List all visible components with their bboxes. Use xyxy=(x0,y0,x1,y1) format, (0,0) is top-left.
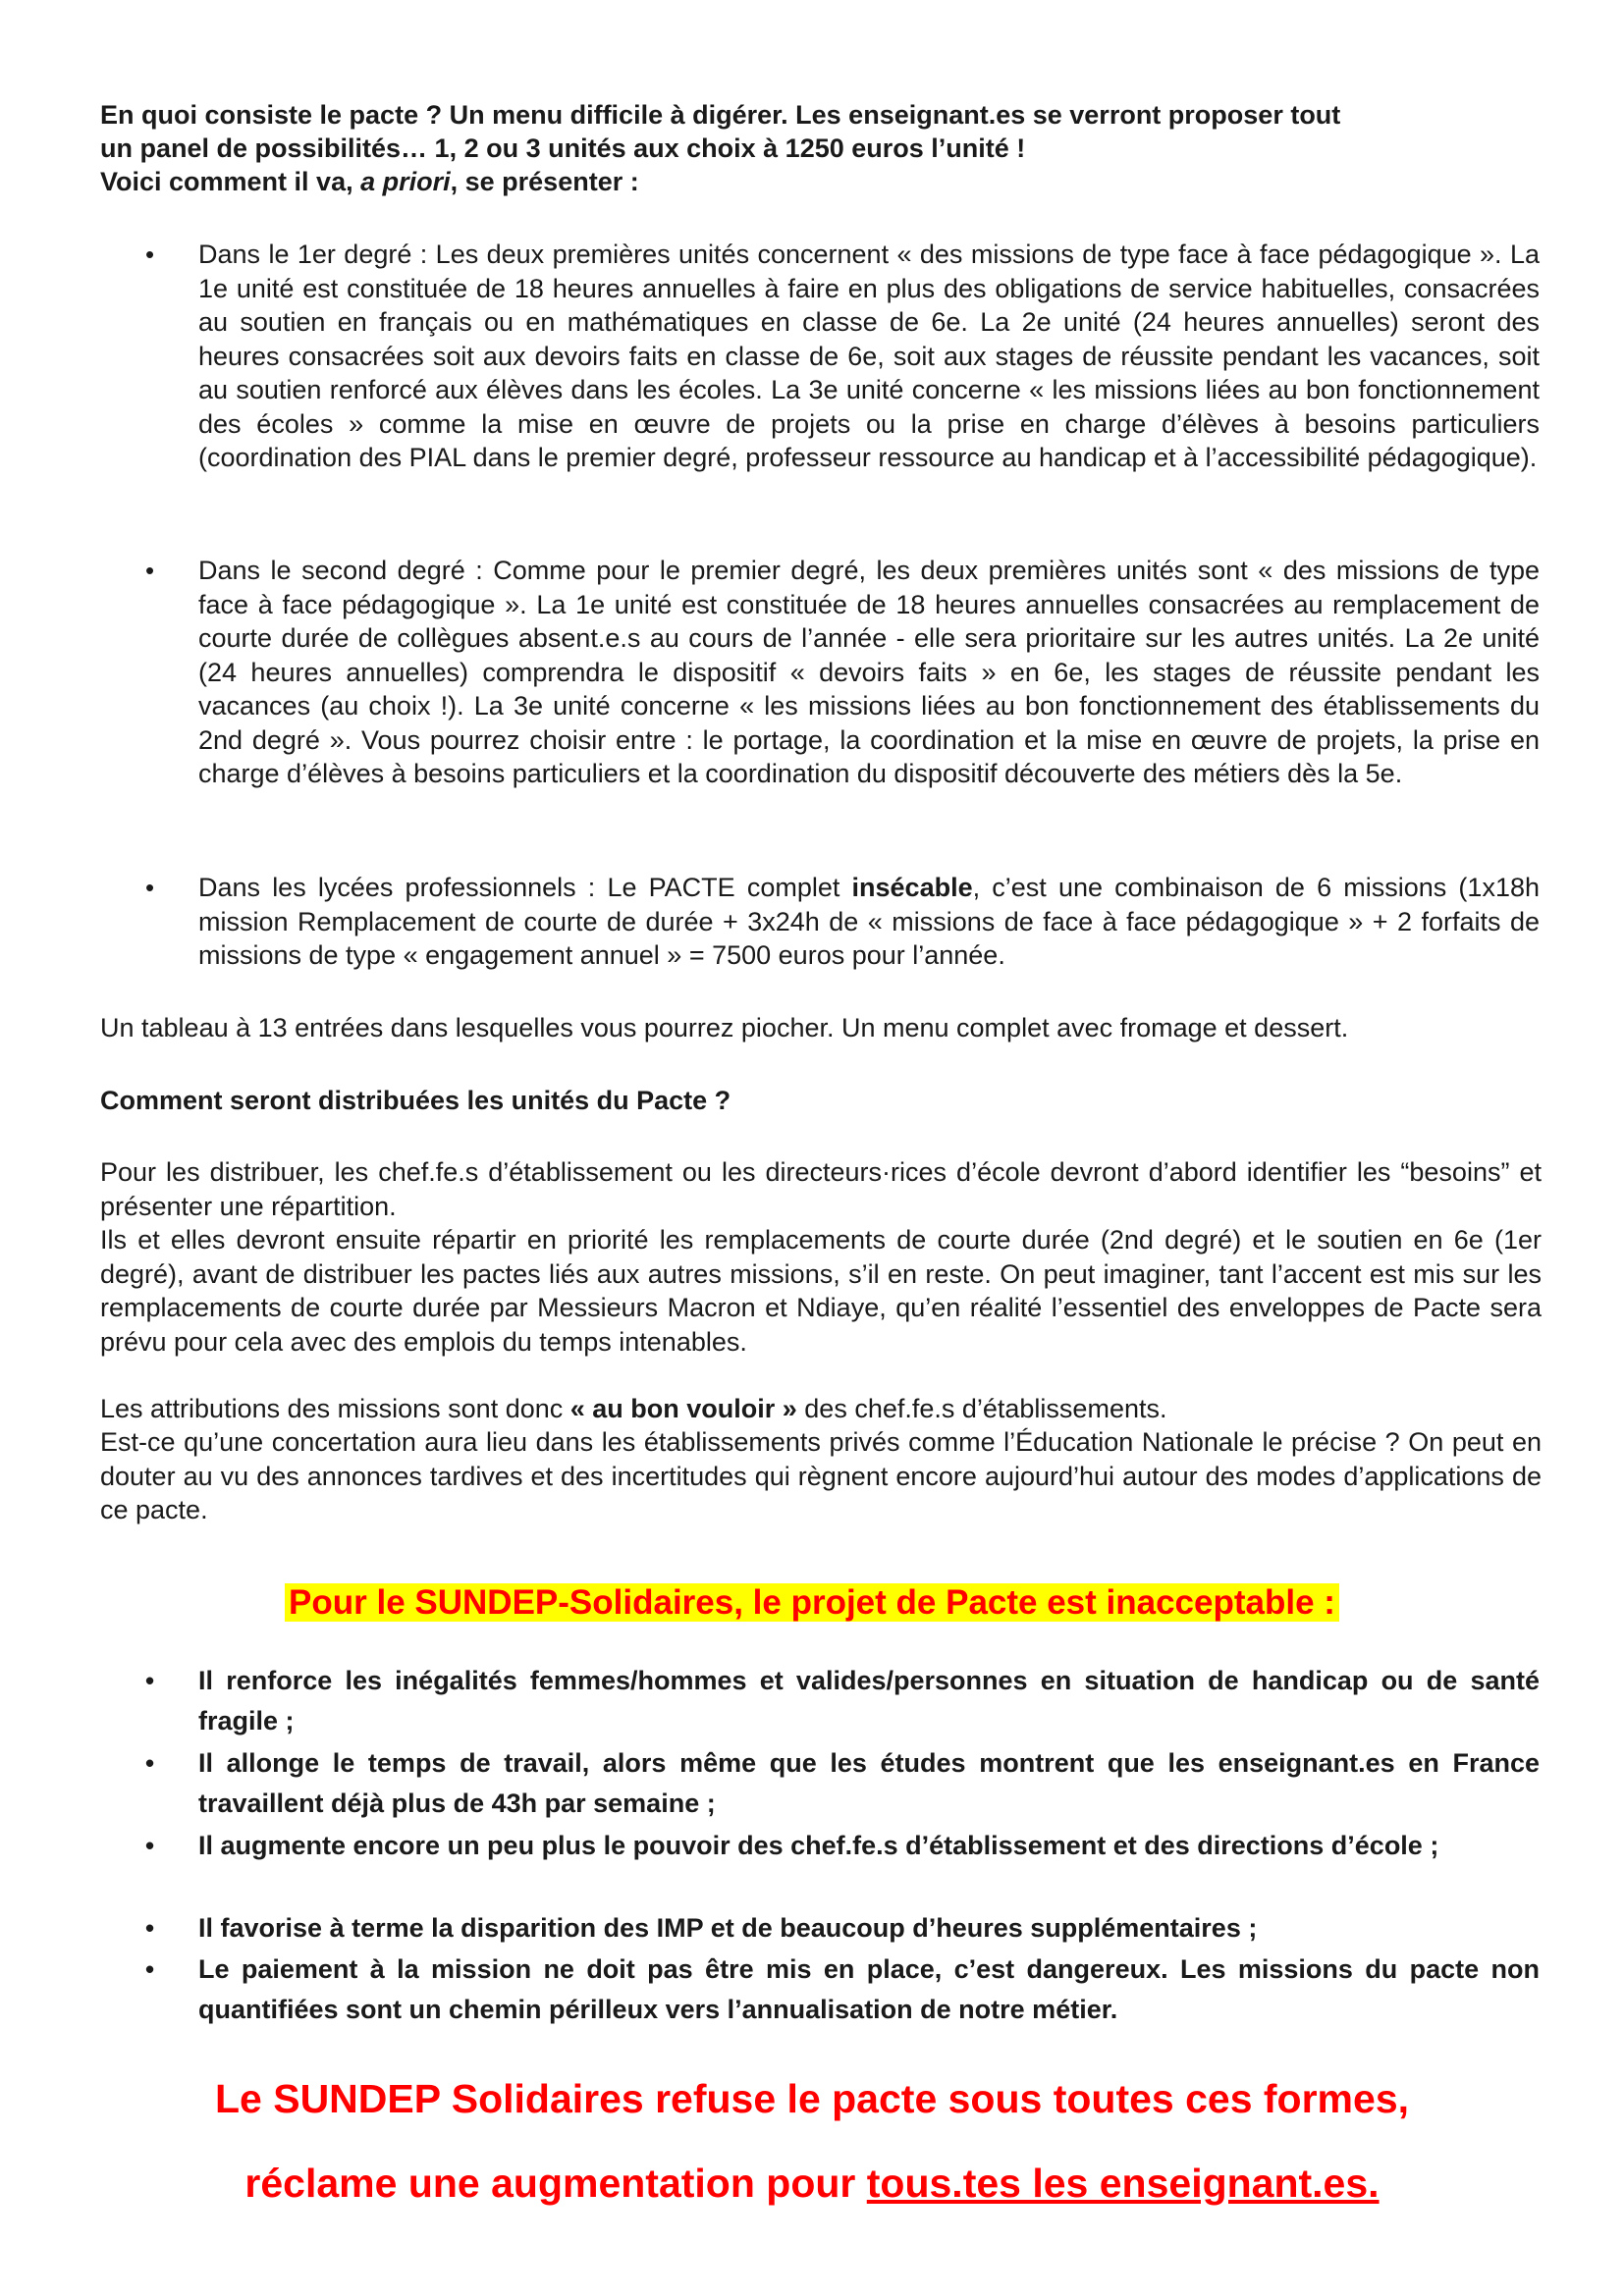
intro-line-3a: Voici comment il va, xyxy=(100,167,361,196)
intro-line-3 xyxy=(100,165,1542,199)
tableau-paragraph: Un tableau à 13 entrées dans lesquelles vous pourrez piocher. Un menu complet avec fromage et dessert. xyxy=(100,1013,1349,1042)
highlight-statement-wrap xyxy=(0,1579,1624,1627)
final-line-2b: tous.tes les enseignant.es. xyxy=(866,2161,1380,2206)
intro-line-1: En quoi consiste le pacte ? Un menu difficile à digérer. Les enseignant.es se verront proposer tout xyxy=(100,100,1341,130)
reason-3: Il augmente encore un peu plus le pouvoir des chef.fe.s d’établissement et des directions d’école ; xyxy=(198,1831,1439,1860)
reason-4: Il favorise à terme la disparition des IMP et de beaucoup d’heures supplémentaires ; xyxy=(198,1913,1258,1943)
intro-line-3c: , se présenter : xyxy=(450,167,639,196)
section-heading: Comment seront distribuées les unités du Pacte ? xyxy=(100,1086,731,1115)
reason-1-dot: • xyxy=(145,1666,155,1695)
para-ils: Ils et elles devront ensuite répartir en priorité les remplacements de courte durée (2nd degré) et le soutien en 6e (1er degré), avant de distribuer les pactes liés aux autres missions, s’il en reste. On peut imaginer, tant l’accent est mis sur les remplacements de courte durée par Messieurs Macron et Ndiaye, qu’en réalité l’essentiel des enveloppes de Pacte sera prévu pour cela avec des emplois du temps intenables. xyxy=(100,1225,1542,1357)
bullet-3-text-b: insécable xyxy=(851,873,973,902)
para-attrib-c: des chef.fe.s d’établissements. xyxy=(796,1394,1167,1423)
final-line-2 xyxy=(0,2156,1624,2211)
reason-3-dot: • xyxy=(145,1831,155,1860)
bullet-1-dot: • xyxy=(145,240,155,269)
reason-2: Il allonge le temps de travail, alors même que les études montrent que les enseignant.es en France travaillent déjà plus de 43h par semaine ; xyxy=(198,1748,1540,1818)
final-line-2a: réclame une augmentation pour xyxy=(244,2161,867,2206)
bullet-3-text xyxy=(198,871,1540,973)
bullet-1-text: Dans le 1er degré : Les deux premières unités concernent « des missions de type face à face pédagogique ». La 1e unité est constituée de 18 heures annuelles à faire en plus des obligations de service habituelles, consacrées au soutien en français ou en mathématiques en classe de 6e. La 2e unité (24 heures annuelles) seront des heures consacrées soit aux devoirs faits en classe de 6e, soit aux stages de réussite pendant les vacances, soit au soutien renforcé aux élèves dans les écoles. La 3e unité concerne « les missions liées au bon fonctionnement des écoles » comme la mise en œuvre de projets ou la prise en charge d’élèves à besoins particuliers (coordination des PIAL dans le premier degré, professeur ressource au handicap et à l’accessibilité pédagogique). xyxy=(198,240,1540,472)
bullet-3-text-a: Dans les lycées professionnels : Le PACTE complet xyxy=(198,873,852,902)
para-concertation: Est-ce qu’une concertation aura lieu dans les établissements privés comme l’Éducation Nationale le précise ? On peut en douter au vu des annonces tardives et des incertitudes qui règnent encore aujourd’hui autour des modes d’applications de ce pacte. xyxy=(100,1427,1542,1524)
intro-line-2: un panel de possibilités… 1, 2 ou 3 unités aux choix à 1250 euros l’unité ! xyxy=(100,133,1026,163)
para-attributions xyxy=(100,1392,1542,1426)
bullet-3-dot: • xyxy=(145,873,155,902)
reason-5-dot: • xyxy=(145,1954,155,1984)
reason-4-dot: • xyxy=(145,1913,155,1943)
para-attrib-a: Les attributions des missions sont donc xyxy=(100,1394,570,1423)
reason-5: Le paiement à la mission ne doit pas être mis en place, c’est dangereux. Les missions du pacte non quantifiées sont un chemin périlleux vers l’annualisation de notre métier. xyxy=(198,1954,1540,2024)
final-line-1: Le SUNDEP Solidaires refuse le pacte sous toutes ces formes, xyxy=(214,2076,1410,2121)
para-distribuer: Pour les distribuer, les chef.fe.s d’établissement ou les directeurs·rices d’école devront d’abord identifier les “besoins” et présenter une répartition. xyxy=(100,1157,1542,1221)
highlight-statement: Pour le SUNDEP-Solidaires, le projet de Pacte est inacceptable : xyxy=(285,1583,1339,1622)
reason-1: Il renforce les inégalités femmes/hommes et valides/personnes en situation de handicap ou de santé fragile ; xyxy=(198,1666,1540,1735)
bullet-2-dot: • xyxy=(145,556,155,585)
intro-line-3b: a priori xyxy=(360,167,451,196)
para-attrib-b: « au bon vouloir » xyxy=(569,1394,797,1423)
reason-2-dot: • xyxy=(145,1748,155,1778)
bullet-3-text-c: , c’est une combinaison de 6 missions (1x18h mission Remplacement de courte de durée + 3x24h de « missions de face à face pédagogique » + 2 forfaits de missions de type « engagement annuel » = 7500 euros pour l’année. xyxy=(198,873,1540,970)
bullet-2-text: Dans le second degré : Comme pour le premier degré, les deux premières unités sont « des missions de type face à face pédagogique ». La 1e unité est constituée de 18 heures annuelles consacrées au remplacement de courte durée de collègues absent.e.s au cours de l’année - elle sera prioritaire sur les autres unités. La 2e unité (24 heures annuelles) comprendra le dispositif « devoirs faits » en 6e, les stages de réussite pendant les vacances (au choix !). La 3e unité concerne « les missions liées au bon fonctionnement des établissements du 2nd degré ». Vous pourrez choisir entre : le portage, la coordination et la mise en œuvre de projets, la prise en charge d’élèves à besoins particuliers et la coordination du dispositif découverte des métiers dès la 5e. xyxy=(198,556,1540,788)
